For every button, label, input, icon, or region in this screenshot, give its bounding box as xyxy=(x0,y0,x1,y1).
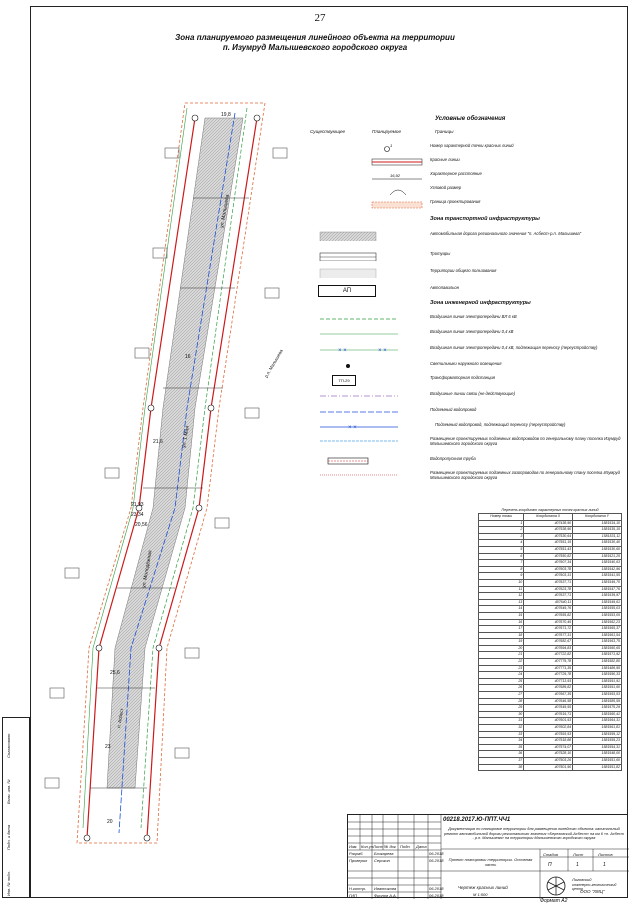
coordinate-row xyxy=(479,553,622,560)
coordinate-row xyxy=(479,685,622,692)
doc-description: Документация по планировке территории для размещения линейного объекта: капитальный ремонт автомобильной дороги регионального значения «Березовский-Асбест» на км 6 «п. Асбест - р.п. Малышева» на территории Малышевского городского округа xyxy=(444,827,624,840)
coord-number: 20 xyxy=(479,645,524,652)
coord-number: 12 xyxy=(479,593,524,600)
legend-item-arc: Угловой размер xyxy=(310,185,626,195)
map-label-street-2: ул. 1 Мая xyxy=(181,425,191,449)
coordinate-row xyxy=(479,751,622,758)
coord-x: 407713,93 xyxy=(524,678,573,685)
legend-item-road: Автомобильная дорога регионального значения "п. Асбест-р.п. Малышева" xyxy=(310,231,626,241)
coordinate-row xyxy=(479,599,622,606)
coord-y: 1581591,60 xyxy=(573,685,622,692)
company-name-2: инженерно-геологический центр xyxy=(572,883,617,891)
coordinate-row xyxy=(479,546,622,553)
coord-x: 407694,83 xyxy=(524,645,573,652)
coord-x: 407603,78 xyxy=(524,566,573,573)
coordinate-row xyxy=(479,573,622,580)
coord-y: 1581551,60 xyxy=(573,757,622,764)
legend-item-bound: Граница проектирования xyxy=(310,199,626,209)
coord-x: 407671,72 xyxy=(524,626,573,633)
drawing-title-line-2: п. Изумруд Малышевского городского округа xyxy=(222,43,408,52)
road-plan-map xyxy=(35,88,310,848)
coord-y: 1581521,25 xyxy=(573,553,622,560)
coord-y: 1581530,40 xyxy=(573,540,622,547)
coordinate-row xyxy=(479,711,622,718)
legend-item-power-6kv: Воздушная линия электропередачи ВЛ 6 кВ xyxy=(430,314,517,319)
coord-x: 407538,90 xyxy=(524,527,573,534)
coord-number: 18 xyxy=(479,632,524,639)
coord-number: 2 xyxy=(479,527,524,534)
map-label-street-1: ул. Малышева xyxy=(219,194,231,229)
stage-header: Стадия xyxy=(543,852,558,857)
coordinate-row xyxy=(479,612,622,619)
coord-y: 1581563,75 xyxy=(573,639,622,646)
legend-col-bounds: Границы xyxy=(435,129,454,134)
sheet-scale: М 1:500 xyxy=(473,892,488,897)
coordinate-row xyxy=(479,672,622,679)
coordinate-row xyxy=(479,520,622,527)
legend-item-walk: Тротуары xyxy=(310,251,626,261)
dim-label: 21,93 xyxy=(131,502,144,508)
coord-header-y: Координата Y xyxy=(573,514,622,521)
coord-y: 1581575,29 xyxy=(573,705,622,712)
coordinate-row xyxy=(479,560,622,567)
coord-number: 34 xyxy=(479,738,524,745)
coord-number: 7 xyxy=(479,560,524,567)
company-name-3: ООО "ЛИЦ" xyxy=(580,889,605,894)
coord-number: 14 xyxy=(479,606,524,613)
coord-number: 28 xyxy=(479,698,524,705)
map-label-malysheva: р.п. Малышева xyxy=(263,348,284,379)
dim-label: 23 xyxy=(105,744,111,750)
coord-x: 407667,35 xyxy=(524,692,573,699)
coord-x: 407528,10 xyxy=(524,751,573,758)
coord-x: 407602,84 xyxy=(524,725,573,732)
legend-zone-transport: Зона транспортной инфраструктуры xyxy=(430,216,540,222)
legend-item-power-04kv: Воздушная линия электропередачи 0,4 кВ xyxy=(430,329,514,334)
coord-y: 1581565,37 xyxy=(573,626,622,633)
coord-y: 1581553,05 xyxy=(573,612,622,619)
strip-label: Инв. № подл. xyxy=(6,871,11,896)
coord-y: 1581547,76 xyxy=(573,586,622,593)
coord-x: 407637,71 xyxy=(524,593,573,600)
legend-col-existing: Существующее xyxy=(310,129,346,134)
legend-col-planned: Планируемое xyxy=(372,129,402,134)
dim-label: 20 xyxy=(107,819,113,825)
coord-y: 1581531,11 xyxy=(573,533,622,540)
coord-x: 407729,78 xyxy=(524,672,573,679)
dim-label: 25,6 xyxy=(110,670,120,676)
coordinate-row xyxy=(479,698,622,705)
left-approval-strip xyxy=(2,717,30,898)
map-label-asbest: п. Асбест xyxy=(116,708,125,729)
coordinate-row xyxy=(479,757,622,764)
coord-header-number: Номер точки xyxy=(479,514,524,521)
coord-y: 1581548,00 xyxy=(573,751,622,758)
coord-y: 1581559,12 xyxy=(573,731,622,738)
coord-y: 1581564,31 xyxy=(573,718,622,725)
dim-label: 20,56 xyxy=(135,522,148,528)
legend-item-tp: ТП-29 Трансформаторная подстанция xyxy=(310,375,626,385)
coord-x: 407530,64 xyxy=(524,533,573,540)
coord-number: 38 xyxy=(479,764,524,771)
coord-number: 35 xyxy=(479,744,524,751)
coord-x: 407438,90 xyxy=(524,520,573,527)
coord-number: 25 xyxy=(479,678,524,685)
coord-number: 4 xyxy=(479,540,524,547)
coord-y: 1581590,33 xyxy=(573,672,622,679)
legend-item-pipe: Водопропускная труба xyxy=(310,456,626,466)
sheets-value: 1 xyxy=(603,862,606,868)
coordinate-row xyxy=(479,639,622,646)
coord-x: 407646,58 xyxy=(524,698,573,705)
coord-y: 1581555,03 xyxy=(573,606,622,613)
coord-x: 407623,78 xyxy=(524,586,573,593)
coordinate-row xyxy=(479,652,622,659)
coord-x: 407607,34 xyxy=(524,560,573,567)
coord-number: 10 xyxy=(479,579,524,586)
coord-x: 407682,67 xyxy=(524,639,573,646)
coord-number: 23 xyxy=(479,665,524,672)
strip-label: Согласовано xyxy=(6,733,11,758)
legend-item-gas-plan: Размещение проектируемых подземных газопроводов по генеральному плану поселка Изумруд Малышевского городского округа xyxy=(430,470,620,480)
coord-number: 13 xyxy=(479,599,524,606)
coord-number: 16 xyxy=(479,619,524,626)
coord-x: 407619,71 xyxy=(524,711,573,718)
coord-number: 1 xyxy=(479,520,524,527)
dim-label: 23,34 xyxy=(131,512,144,518)
coordinate-row xyxy=(479,705,622,712)
coord-x: 407550,82 xyxy=(524,553,573,560)
svg-text:× ×: × × xyxy=(338,348,347,354)
coord-number: 5 xyxy=(479,546,524,553)
coord-y: 1581534,10 xyxy=(573,520,622,527)
coord-x: 407637,71 xyxy=(524,579,573,586)
coord-number: 8 xyxy=(479,566,524,573)
section-name: Проект планировки территории. Основная часть xyxy=(448,857,533,867)
coord-x: 407640,11 xyxy=(524,599,573,606)
coord-number: 21 xyxy=(479,652,524,659)
coord-y: 1581486,95 xyxy=(573,665,622,672)
coord-x: 407551,15 xyxy=(524,540,573,547)
format-label: Формат А2 xyxy=(540,898,568,904)
legend-item-water-plan: Размещение проектируемых подземных водопроводов по генеральному плану поселка Изумруд Малышевского городского округа xyxy=(430,436,621,446)
coord-y: 1581549,70 xyxy=(573,579,622,586)
coordinate-row xyxy=(479,718,622,725)
coordinate-row xyxy=(479,626,622,633)
stage-value: П xyxy=(548,862,552,868)
coord-y: 1581593,53 xyxy=(573,692,622,699)
coordinate-row xyxy=(479,665,622,672)
coord-number: 11 xyxy=(479,586,524,593)
coordinate-row xyxy=(479,566,622,573)
coordinate-row xyxy=(479,593,622,600)
coord-number: 31 xyxy=(479,718,524,725)
coord-y: 1581561,81 xyxy=(573,725,622,732)
coord-x: 407771,35 xyxy=(524,665,573,672)
doc-code: 00218.2017.Ю-ППТ.ЧЧ1 xyxy=(443,817,511,823)
coord-number: 37 xyxy=(479,757,524,764)
coord-x: 407603,31 xyxy=(524,573,573,580)
coord-y: 1581541,55 xyxy=(573,573,622,580)
coordinate-row xyxy=(479,579,622,586)
coordinate-row xyxy=(479,738,622,745)
coordinate-row xyxy=(479,764,622,771)
coord-y: 1581540,63 xyxy=(573,560,622,567)
sheets-header: Листов xyxy=(598,852,613,857)
coordinate-row xyxy=(479,632,622,639)
sheet-name: Чертеж красных линий xyxy=(458,885,508,890)
coord-y: 1581535,15 xyxy=(573,527,622,534)
svg-text:16,92: 16,92 xyxy=(390,173,401,178)
coord-header-x: Координата X xyxy=(524,514,573,521)
coord-y: 1581571,92 xyxy=(573,652,622,659)
svg-text:1: 1 xyxy=(390,143,393,148)
coordinate-row xyxy=(479,645,622,652)
coord-y: 1581585,59 xyxy=(573,698,622,705)
legend-item-red-line: Красные линии xyxy=(310,157,626,167)
legend-item-lamp: Светильники наружного освещения xyxy=(310,361,626,371)
coord-x: 407518,88 xyxy=(524,738,573,745)
legend-heading: Условные обозначения xyxy=(435,116,506,122)
title-block: 00218.2017.Ю-ППТ.ЧЧ1 Документация по планировке территории для размещения линейного объекта: капитальный ремонт автомобильной дороги регионального значения «Березовский-Асбест» на км 6 «п. Асбест - р.п. Малышева» на территории Малышевского городского округа Проект планировки территории. Основная часть Стадия Лист Листов П 1 1 Чертеж красных линий М 1:500 Лиговский инженерно-геологический центр ООО "ЛИЦ" Изм. Кол.уч Лист № док Подп. Дата Разраб. Бочкарева 06.2018 Проверил Серокин 06.2018 Н.контр. Иванникова 06.2018 ГИП Фролов А.А. 06.2018 xyxy=(347,814,628,898)
coord-x: 407601,53 xyxy=(524,718,573,725)
coord-number: 17 xyxy=(479,626,524,633)
legend xyxy=(310,110,626,505)
coord-x: 407501,90 xyxy=(524,764,573,771)
legend-item-ap: АП Автопавильон xyxy=(310,285,626,295)
coord-number: 32 xyxy=(479,725,524,732)
legend-item-water-move: × × Подземный водопровод, подлежащий переносу (переустройству) xyxy=(348,422,566,431)
coordinate-row xyxy=(479,731,622,738)
coordinate-table xyxy=(478,508,622,771)
coord-number: 6 xyxy=(479,553,524,560)
coord-number: 36 xyxy=(479,751,524,758)
legend-zone-engineering: Зона инженерной инфраструктуры xyxy=(430,300,531,306)
coord-y: 1581562,23 xyxy=(573,619,622,626)
coord-x: 407551,43 xyxy=(524,546,573,553)
coord-y: 1581542,96 xyxy=(573,566,622,573)
coord-x: 407574,07 xyxy=(524,744,573,751)
page-number: 27 xyxy=(314,12,326,24)
coord-x: 407670,45 xyxy=(524,619,573,626)
coordinate-table-title: Перечень координат характерных точек красных линий xyxy=(501,508,599,512)
coordinate-row xyxy=(479,606,622,613)
legend-item-dim: 16,92 Характерное расстояние xyxy=(390,171,482,178)
coord-x: 407677,31 xyxy=(524,632,573,639)
svg-text:× ×: × × xyxy=(378,348,387,354)
map-label-street-3: ул. Молодёжная xyxy=(141,549,154,589)
coord-number: 9 xyxy=(479,573,524,580)
coordinate-row xyxy=(479,533,622,540)
coord-number: 29 xyxy=(479,705,524,712)
coord-number: 26 xyxy=(479,685,524,692)
sheet-header: Лист xyxy=(573,852,584,857)
legend-item-power-move: × × × × Воздушная линия электропередачи 0,4 кВ, подлежащая переносу (переустройству) xyxy=(338,345,598,354)
strip-label: Подп. и дата xyxy=(6,824,11,850)
coord-y: 1581560,65 xyxy=(573,645,622,652)
coord-y: 1581561,54 xyxy=(573,632,622,639)
dim-label: 21,6 xyxy=(153,439,163,445)
coordinate-row xyxy=(479,619,622,626)
coord-y: 1581530,60 xyxy=(573,546,622,553)
legend-item-water: Подземный водопровод xyxy=(430,407,477,412)
coord-y: 1581554,31 xyxy=(573,744,622,751)
coordinate-row xyxy=(479,659,622,666)
sheet-value: 1 xyxy=(576,862,579,868)
coord-x: 407722,82 xyxy=(524,652,573,659)
dim-label: 19,8 xyxy=(221,112,231,118)
title-block-col-headers: Изм. Кол.уч Лист № док Подп. Дата xyxy=(349,844,427,849)
coord-number: 19 xyxy=(479,639,524,646)
coord-x: 407779,78 xyxy=(524,659,573,666)
coord-x: 407503,26 xyxy=(524,757,573,764)
coord-number: 33 xyxy=(479,731,524,738)
coordinate-table-body xyxy=(479,520,622,771)
coord-x: 407649,76 xyxy=(524,606,573,613)
legend-item-point: 1 Номер характерной точки красных линий xyxy=(310,143,626,153)
legend-item-comm: Воздушные линии связи (не действующие) xyxy=(430,391,516,396)
coord-y: 1581591,91 xyxy=(573,678,622,685)
coord-number: 27 xyxy=(479,692,524,699)
coord-number: 3 xyxy=(479,533,524,540)
coord-number: 22 xyxy=(479,659,524,666)
svg-text:× ×: × × xyxy=(348,425,357,431)
strip-label: Взам. инв. № xyxy=(6,779,11,804)
coordinate-row xyxy=(479,678,622,685)
company-name-1: Лиговский xyxy=(572,877,592,882)
coord-y: 1581559,23 xyxy=(573,738,622,745)
coord-number: 15 xyxy=(479,612,524,619)
coordinate-row xyxy=(479,725,622,732)
coord-x: 407593,53 xyxy=(524,731,573,738)
coordinate-row xyxy=(479,692,622,699)
coordinate-row xyxy=(479,527,622,534)
coordinate-row xyxy=(479,586,622,593)
coord-y: 1581539,97 xyxy=(573,593,622,600)
coordinate-row xyxy=(479,540,622,547)
coordinate-row xyxy=(479,744,622,751)
coord-y: 1581549,61 xyxy=(573,599,622,606)
coord-x: 407655,82 xyxy=(524,612,573,619)
coord-y: 1581560,41 xyxy=(573,711,622,718)
drawing-title-line-1: Зона планируемого размещения линейного объекта на территории xyxy=(175,33,455,42)
coord-number: 24 xyxy=(479,672,524,679)
dim-label: 16 xyxy=(185,354,191,360)
coord-number: 30 xyxy=(479,711,524,718)
coord-y: 1581582,80 xyxy=(573,659,622,666)
coord-x: 407649,55 xyxy=(524,705,573,712)
coord-y: 1581551,82 xyxy=(573,764,622,771)
coord-x: 407689,82 xyxy=(524,685,573,692)
legend-item-area: Территории общего пользования xyxy=(310,268,626,278)
